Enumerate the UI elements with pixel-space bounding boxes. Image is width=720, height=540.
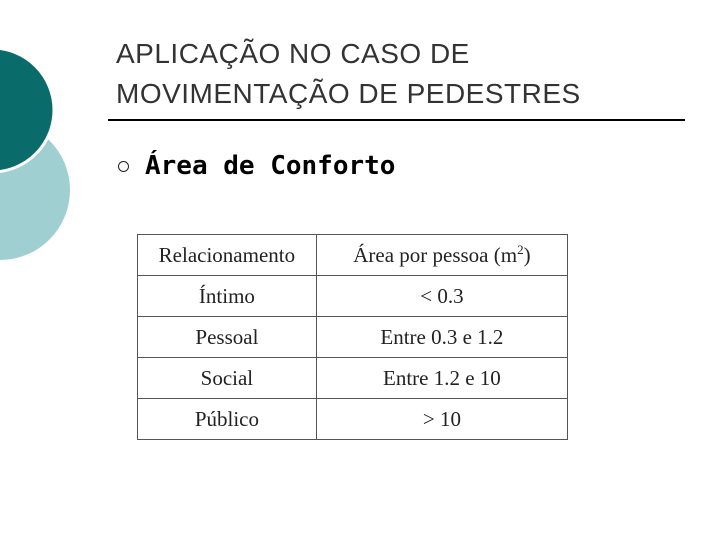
comfort-area-table [137, 234, 568, 440]
decorative-circles [0, 0, 80, 300]
slide-title [116, 34, 696, 114]
cell-relationship: Público [138, 399, 317, 440]
bullet-text: Área de Conforto [145, 151, 396, 181]
header-area-por-pessoa [316, 235, 567, 276]
cell-area: < 0.3 [316, 276, 567, 317]
cell-relationship: Social [138, 358, 317, 399]
cell-area: > 10 [316, 399, 567, 440]
bullet-circle-icon [118, 161, 129, 172]
cell-area: Entre 1.2 e 10 [316, 358, 567, 399]
slide-title-line-2: MOVIMENTAÇÃO DE PEDESTRES [116, 78, 581, 109]
cell-relationship: Íntimo [138, 276, 317, 317]
table-row [138, 276, 568, 317]
bullet-item [118, 148, 395, 184]
table-row [138, 317, 568, 358]
header-area-exponent: 2 [517, 242, 524, 257]
header-area-text: Área por pessoa (m [353, 243, 518, 267]
title-divider [108, 119, 685, 121]
header-area-close: ) [523, 243, 531, 267]
table-header-row [138, 235, 568, 276]
header-relacionamento: Relacionamento [138, 235, 317, 276]
cell-relationship: Pessoal [138, 317, 317, 358]
table-row [138, 358, 568, 399]
table-row [138, 399, 568, 440]
cell-area: Entre 0.3 e 1.2 [316, 317, 567, 358]
slide-title-line-1: APLICAÇÃO NO CASO DE [116, 38, 470, 69]
